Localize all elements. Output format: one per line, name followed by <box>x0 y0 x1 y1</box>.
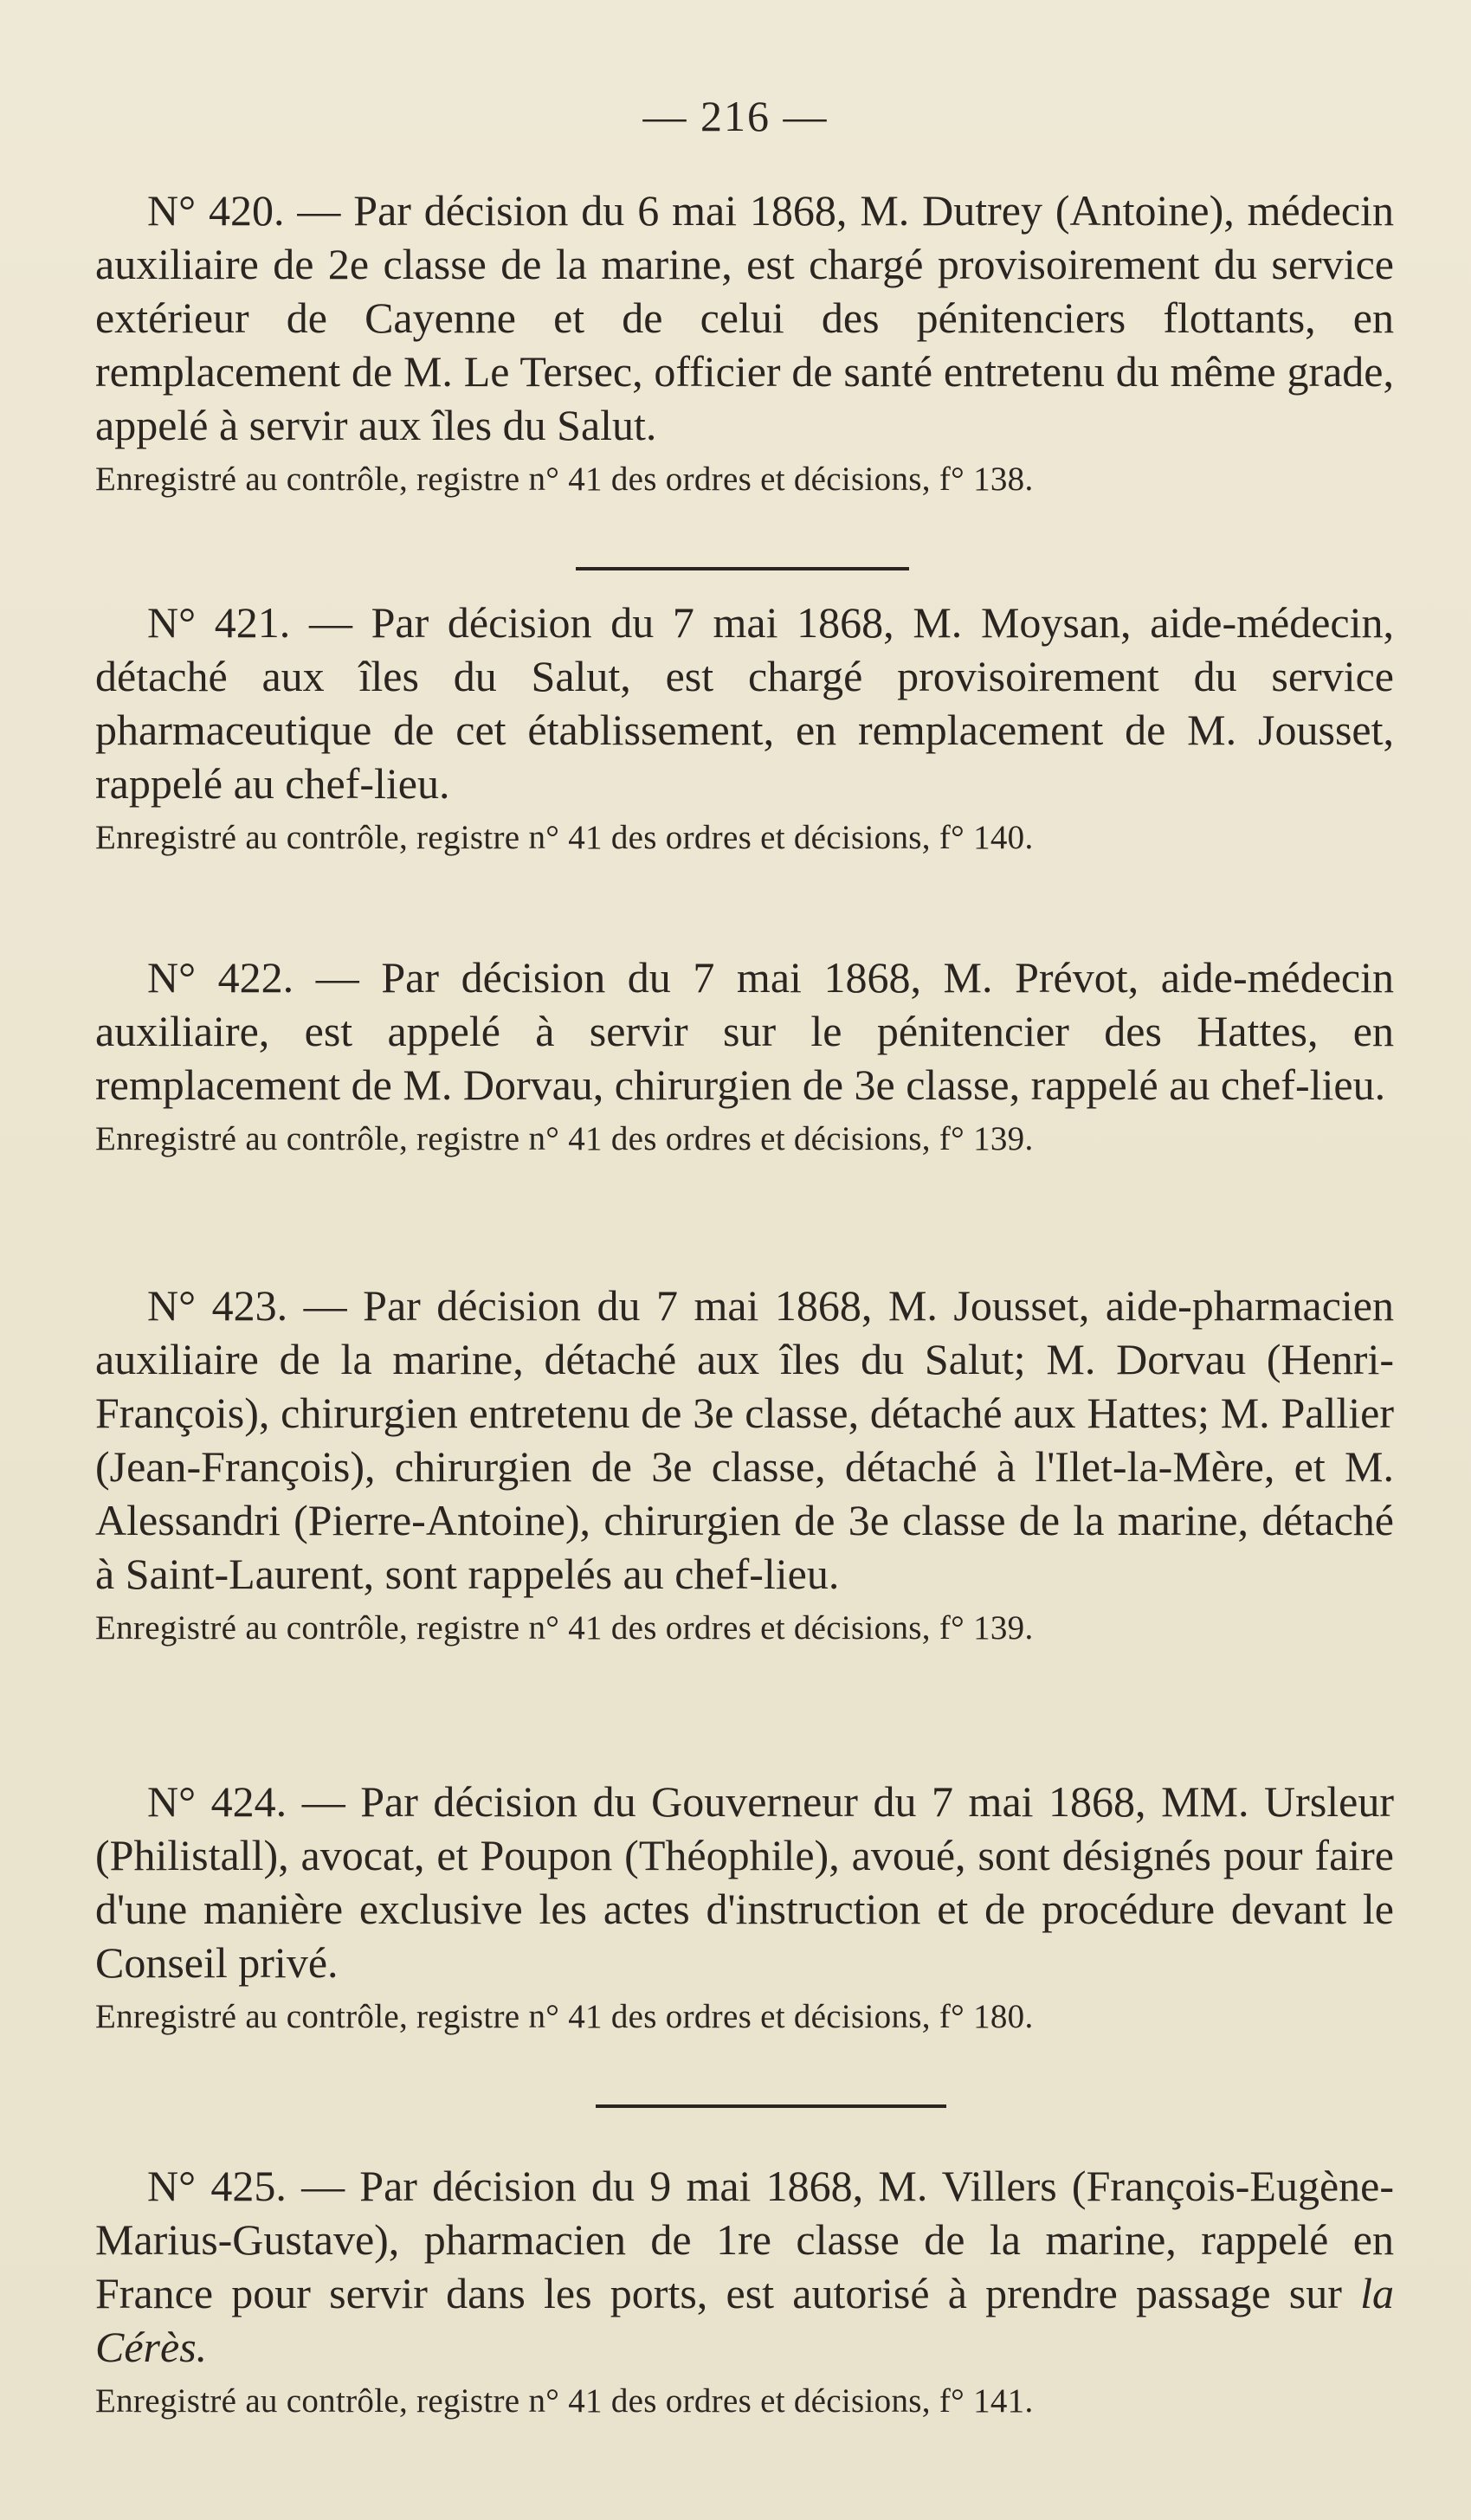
entry-number: N° 422. <box>147 953 294 1002</box>
register-note: Enregistré au contrôle, registre n° 41 des ordres et décisions, f° 180. <box>95 1998 1034 2035</box>
entry-text <box>95 596 1394 810</box>
register-note: Enregistré au contrôle, registre n° 41 des ordres et décisions, f° 139. <box>95 1609 1034 1647</box>
entry-body: — Par décision du 6 mai 1868, M. Dutrey (Antoine), médecin auxiliaire de 2e classe de la marine, est chargé provisoirement du service extérieur de Cayenne et de celui des pénitenciers flottants, en remplacement de M. Le Tersec, officier de santé entretenu du même grade, appelé à servir aux îles du Salut. <box>95 186 1395 449</box>
entry-number: N° 423. <box>147 1281 288 1330</box>
entry-422 <box>95 951 1394 1160</box>
entry-body: — Par décision du 7 mai 1868, M. Prévot, aide-médecin auxiliaire, est appelé à servir sur le pénitencier des Hattes, en remplacement de M. Dorvau, chirurgien de 3e classe, rappelé au chef-lieu. <box>95 953 1394 1109</box>
register-note: Enregistré au contrôle, registre n° 41 des ordres et décisions, f° 138. <box>95 461 1034 498</box>
entry-number: N° 425. <box>147 2162 287 2210</box>
entry-text <box>95 2159 1394 2374</box>
entry-text <box>95 1279 1394 1601</box>
entry-text <box>95 951 1394 1112</box>
entry-text <box>95 184 1394 452</box>
section-divider <box>576 567 909 570</box>
entry-body: — Par décision du 7 mai 1868, M. Jousset, aide-pharmacien auxiliaire de la marine, détaché aux îles du Salut; M. Dorvau (Henri-François), chirurgien entretenu de 3e classe, détaché aux Hattes; M. Pallier (Jean-François), chirurgien de 3e classe, détaché à l'Ilet-la-Mère, et M. Alessandri (Pierre-Antoine), chirurgien de 3e classe de la marine, détaché à Saint-Laurent, sont rappelés au chef-lieu. <box>95 1281 1395 1598</box>
entry-423 <box>95 1279 1394 1649</box>
page-number: — 216 — <box>642 92 829 140</box>
ship-name: la Cérès. <box>95 2269 1394 2371</box>
entry-number: N° 424. <box>147 1777 287 1826</box>
entry-425 <box>95 2159 1394 2422</box>
entry-421 <box>95 596 1394 859</box>
entry-body: — Par décision du 7 mai 1868, M. Moysan, aide-médecin, détaché aux îles du Salut, est chargé provisoirement du service pharmaceutique de cet établissement, en remplacement de M. Jousset, rappelé au chef-lieu. <box>95 598 1395 808</box>
register-note: Enregistré au contrôle, registre n° 41 des ordres et décisions, f° 139. <box>95 1120 1034 1157</box>
entry-body: — Par décision du 9 mai 1868, M. Villers (François-Eugène-Marius-Gustave), pharmacien de 1re classe de la marine, rappelé en France pour servir dans les ports, est autorisé à prendre passage sur <box>95 2162 1395 2317</box>
entry-number: N° 421. <box>147 598 291 647</box>
entry-body: — Par décision du Gouverneur du 7 mai 1868, MM. Ursleur (Philistall), avocat, et Poupon (Théophile), avoué, sont désignés pour faire d'une manière exclusive les actes d'instruction et de procédure devant le Conseil privé. <box>95 1777 1395 1987</box>
register-note: Enregistré au contrôle, registre n° 41 des ordres et décisions, f° 140. <box>95 819 1034 856</box>
entry-420 <box>95 184 1394 500</box>
entry-number: N° 420. <box>147 186 285 235</box>
entry-424 <box>95 1775 1394 2038</box>
section-divider <box>596 2104 946 2108</box>
register-note: Enregistré au contrôle, registre n° 41 des ordres et décisions, f° 141. <box>95 2382 1034 2420</box>
entry-text <box>95 1775 1394 1989</box>
